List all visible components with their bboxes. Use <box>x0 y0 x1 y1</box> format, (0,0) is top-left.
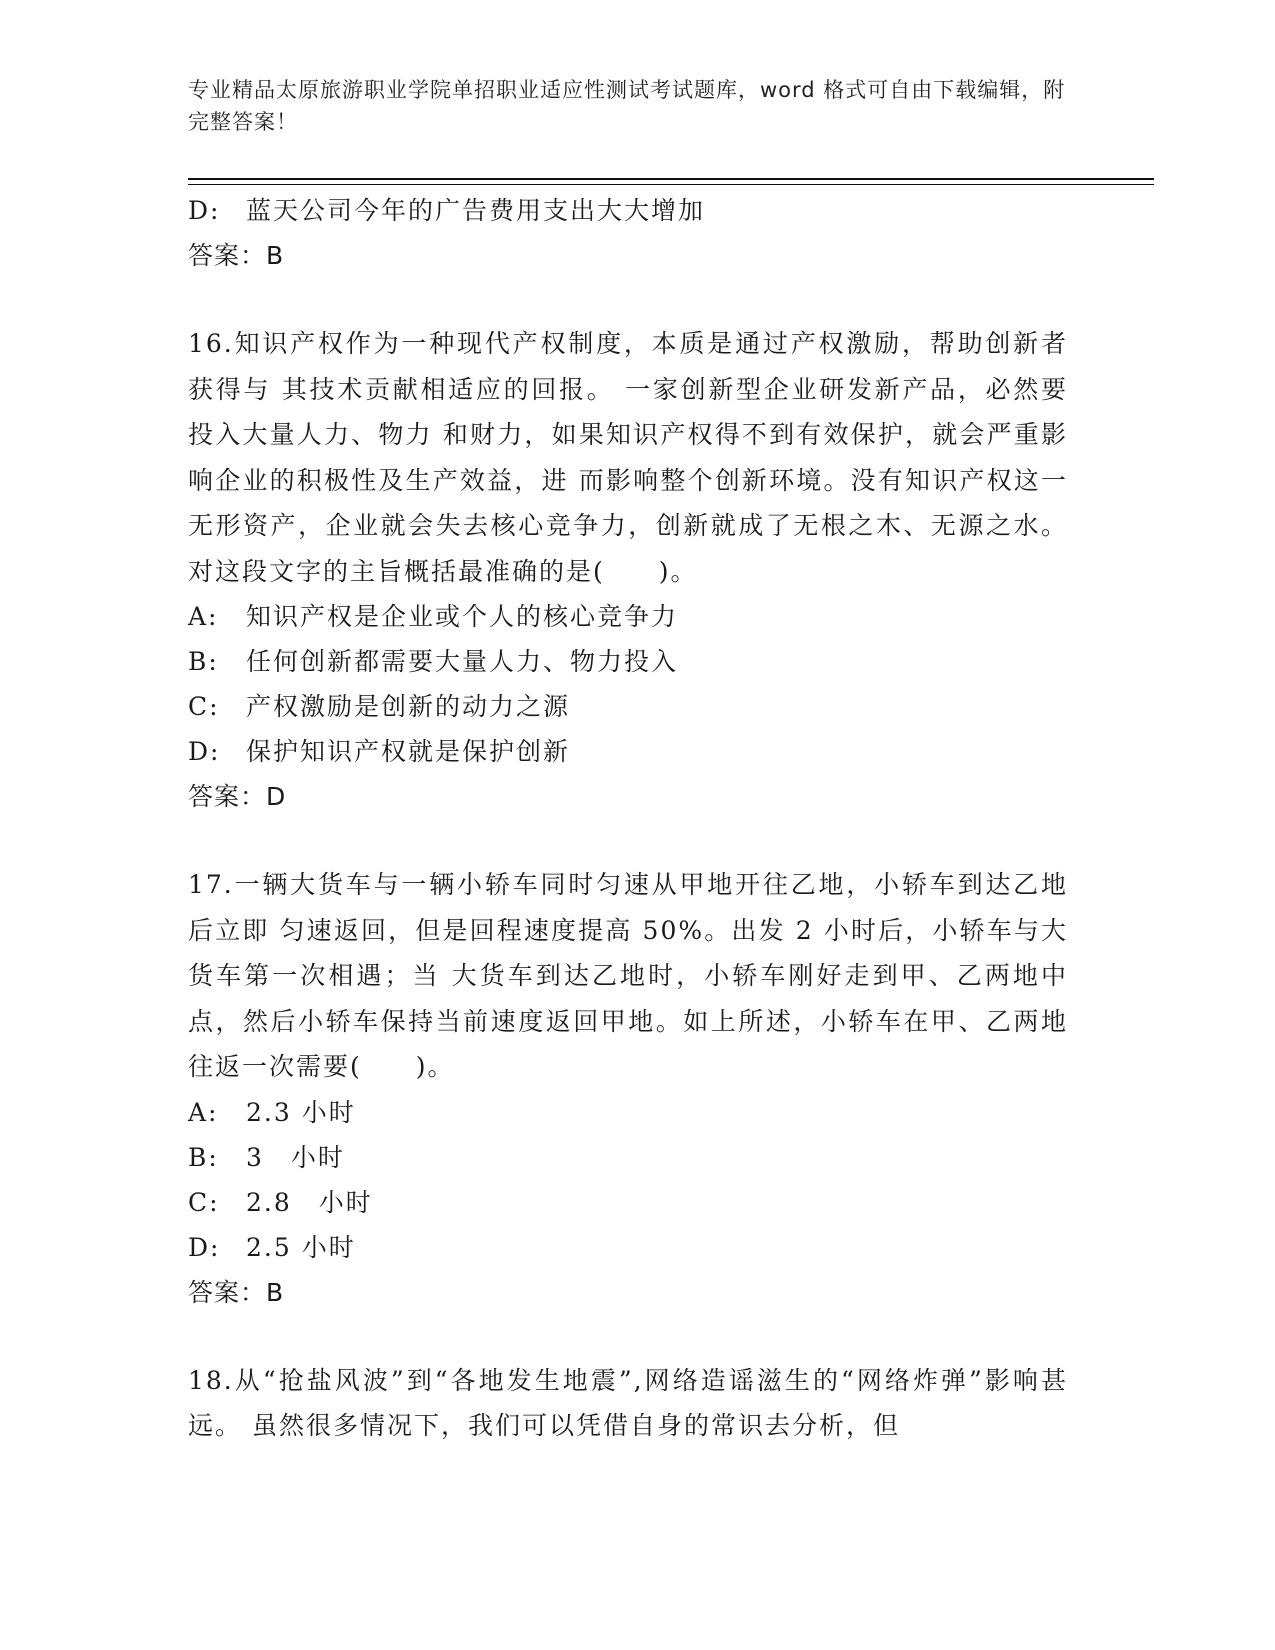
option-text: 蓝天公司今年的广告费用支出大大增加 <box>246 196 706 225</box>
question-17-stem: 17.一辆大货车与一辆小轿车同时匀速从甲地开往乙地，小轿车到达乙地后立即 匀速返回，但是回程速度提高 50%。出发 2 小时后，小轿车与大货车第一次相遇；当 大货车到达乙地时，小轿车刚好走到甲、乙两地中点，然后小轿车保持当前速度返回甲地。如上所述，小轿车在甲、乙两地往返一次需要( )。 <box>188 870 1068 1081</box>
document-body <box>188 188 1068 1449</box>
question-16-option-d <box>188 729 1068 774</box>
option-key: D: <box>188 737 221 766</box>
option-text: 知识产权是企业或个人的核心竞争力 <box>246 602 679 631</box>
question-17-answer: 答案：B <box>188 1277 285 1307</box>
question-16-answer: 答案：D <box>188 782 287 811</box>
option-text: 任何创新都需要大量人力、物力投入 <box>246 647 679 676</box>
question-18-stem: 18.从“抢盐风波”到“各地发生地震”,网络造谣滋生的“网络炸弹”影响甚远。 虽然很多情况下，我们可以凭借自身的常识去分析，但 <box>188 1365 1068 1440</box>
option-key: D: <box>188 196 221 225</box>
option-text: 保护知识产权就是保护创新 <box>246 737 571 766</box>
header-divider-thin <box>188 184 1154 185</box>
option-key: C: <box>188 692 220 721</box>
option-key: D: <box>188 1232 221 1262</box>
option-key: B: <box>188 647 219 676</box>
question-16-option-b <box>188 639 1068 684</box>
option-text: 2.3 小时 <box>246 1097 356 1127</box>
option-key: B: <box>188 1142 219 1172</box>
question-17-option-c <box>188 1180 1068 1225</box>
option-key: C: <box>188 1187 220 1217</box>
question-16-option-c <box>188 684 1068 729</box>
prev-option-d <box>188 188 1068 233</box>
option-key: A: <box>188 602 219 631</box>
option-text: 3 小时 <box>246 1142 345 1172</box>
question-17-option-b <box>188 1135 1068 1180</box>
question-17-option-a <box>188 1090 1068 1135</box>
option-key: A: <box>188 1097 219 1127</box>
question-16-stem: 16.知识产权作为一种现代产权制度，本质是通过产权激励，帮助创新者获得与 其技术贡献相适应的回报。 一家创新型企业研发新产品，必然要投入大量人力、物力 和财力，如果知识产权得不到有效保护，就会严重影响企业的积极性及生产效益，进 而影响整个创新环境。没有知识产权这一无形资产，企业就会失去核心竞争力，创新就成了无根之木、无源之水。对这段文字的主旨概括最准确的是( )。 <box>188 329 1068 586</box>
question-17-option-d <box>188 1225 1068 1270</box>
option-text: 2.5 小时 <box>246 1232 356 1262</box>
page-header: 专业精品太原旅游职业学院单招职业适应性测试考试题库，word 格式可自由下载编辑，附完整答案！ <box>188 78 1066 134</box>
option-text: 2.8 小时 <box>246 1187 373 1217</box>
header-divider-thick <box>188 178 1154 180</box>
option-text: 产权激励是创新的动力之源 <box>246 692 571 721</box>
question-16-option-a <box>188 594 1068 639</box>
prev-answer: 答案：B <box>188 241 285 270</box>
